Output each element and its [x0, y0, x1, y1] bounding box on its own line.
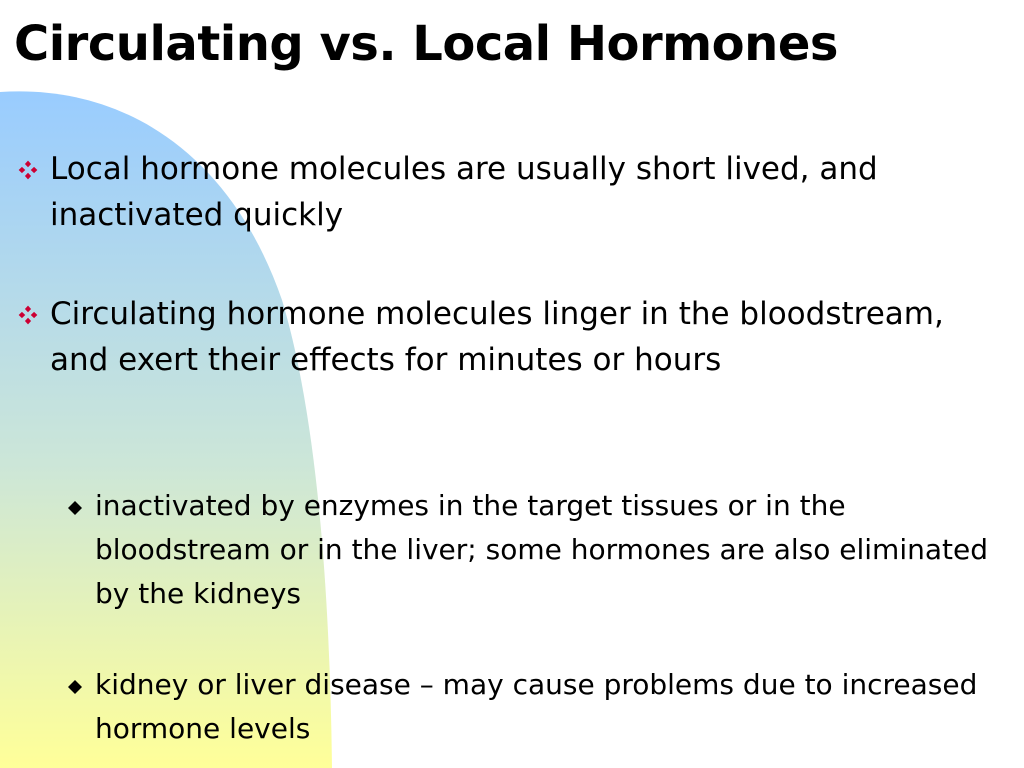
- bullet-local-hormones: [50, 146, 1000, 238]
- four-diamond-icon: [17, 304, 39, 326]
- four-diamond-icon: [17, 159, 39, 181]
- sub-bullet-inactivation: [95, 484, 995, 616]
- bullet-text: inactivated by enzymes in the target tissues or in the bloodstream or in the liver; some hormones are also eliminated by the kidneys: [95, 489, 988, 610]
- bullet-text: Circulating hormone molecules linger in the bloodstream, and exert their effects for minutes or hours: [50, 296, 944, 378]
- sub-bullet-disease: [95, 663, 995, 751]
- bullet-circulating-hormones: [50, 291, 1000, 383]
- diamond-icon: [67, 500, 83, 516]
- bullet-text: kidney or liver disease – may cause problems due to increased hormone levels: [95, 668, 978, 745]
- bullet-text: Local hormone molecules are usually short lived, and inactivated quickly: [50, 151, 878, 233]
- diamond-icon: [67, 679, 83, 695]
- slide-title: Circulating vs. Local Hormones: [14, 16, 838, 72]
